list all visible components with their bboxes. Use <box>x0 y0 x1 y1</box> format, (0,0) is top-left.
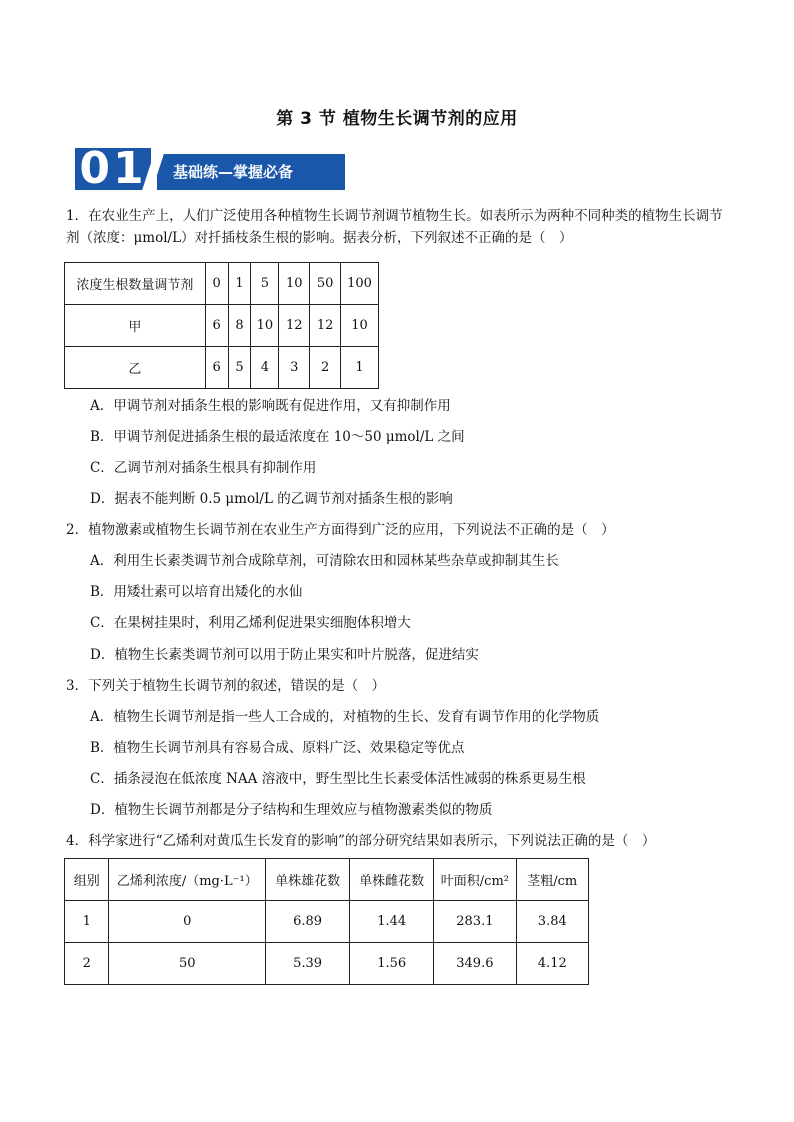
table-cell: 0 <box>205 263 228 305</box>
table-cell: 1 <box>341 347 379 389</box>
table-cell: 10 <box>251 305 279 347</box>
table-cell: 1.56 <box>350 943 434 985</box>
table-cell: 100 <box>341 263 379 305</box>
table-cell: 10 <box>279 263 310 305</box>
table-row <box>65 943 589 985</box>
table-cell: 283.1 <box>434 901 516 943</box>
table-row <box>65 305 379 347</box>
table-cell: 4.12 <box>516 943 588 985</box>
table-row <box>65 859 589 901</box>
table-cell: 3 <box>279 347 310 389</box>
section-label: 基础练—掌握必备 <box>173 163 294 181</box>
table-cell: 单株雄花数 <box>266 859 350 901</box>
q1-option-d: D．据表不能判断 0.5 μmol/L 的乙调节剂对插条生根的影响 <box>90 491 453 507</box>
table-cell: 茎粗/cm <box>516 859 588 901</box>
q3-option-d: D．植物生长调节剂都是分子结构和生理效应与植物激素类似的物质 <box>90 802 493 818</box>
q2-stem: 2．植物激素或植物生长调节剂在农业生产方面得到广泛的应用，下列说法不正确的是（ ） <box>66 522 615 538</box>
table-row <box>65 347 379 389</box>
table-cell: 5 <box>251 263 279 305</box>
q2-option-c: C．在果树挂果时，利用乙烯利促进果实细胞体积增大 <box>90 615 411 631</box>
q2-option-b: B．用矮壮素可以培育出矮化的水仙 <box>90 584 303 600</box>
table-cell: 10 <box>341 305 379 347</box>
q2-option-a: A．利用生长素类调节剂合成除草剂，可清除农田和园林某些杂草或抑制其生长 <box>90 553 559 569</box>
table-cell: 5 <box>228 347 251 389</box>
q4-table <box>64 858 589 985</box>
table-cell: 1 <box>65 901 109 943</box>
q3-option-a: A．植物生长调节剂是指一些人工合成的，对植物的生长、发育有调节作用的化学物质 <box>90 709 600 725</box>
table-cell: 6 <box>205 305 228 347</box>
page-title: 第 3 节 植物生长调节剂的应用 <box>276 109 518 129</box>
q1-option-a: A．甲调节剂对插条生根的影响既有促进作用，又有抑制作用 <box>90 398 451 414</box>
table-cell: 50 <box>109 943 266 985</box>
table-cell: 单株雌花数 <box>350 859 434 901</box>
table-cell: 乙 <box>65 347 206 389</box>
table-cell: 2 <box>65 943 109 985</box>
q3-option-b: B．植物生长调节剂具有容易合成、原料广泛、效果稳定等优点 <box>90 740 465 756</box>
table-row <box>65 901 589 943</box>
table-row <box>65 263 379 305</box>
section-number: 01 <box>75 148 151 190</box>
table-cell: 5.39 <box>266 943 350 985</box>
q1-table <box>64 262 379 389</box>
table-cell: 乙烯利浓度/（mg·L⁻¹） <box>109 859 266 901</box>
table-cell: 12 <box>279 305 310 347</box>
q2-option-d: D．植物生长素类调节剂可以用于防止果实和叶片脱落，促进结实 <box>90 647 479 663</box>
q1-option-b: B．甲调节剂促进插条生根的最适浓度在 10～50 μmol/L 之间 <box>90 429 465 445</box>
table-cell: 1 <box>228 263 251 305</box>
table-cell: 甲 <box>65 305 206 347</box>
table-cell: 4 <box>251 347 279 389</box>
table-cell: 349.6 <box>434 943 516 985</box>
table-cell: 组别 <box>65 859 109 901</box>
table-cell: 6 <box>205 347 228 389</box>
q4-stem: 4．科学家进行“乙烯利对黄瓜生长发育的影响”的部分研究结果如表所示，下列说法正确的是（ ） <box>66 833 656 849</box>
q3-stem: 3．下列关于植物生长调节剂的叙述，错误的是（ ） <box>66 678 386 694</box>
section-banner <box>75 143 345 194</box>
table-cell: 12 <box>310 305 341 347</box>
table-cell: 6.89 <box>266 901 350 943</box>
q1-stem: 1．在农业生产上，人们广泛使用各种植物生长调节剂调节植物生长。如表所示为两种不同种类的植物生长调节剂（浓度：μmol/L）对扦插枝条生根的影响。据表分析，下列叙述不正确的是（ ） <box>66 208 723 246</box>
table-cell: 8 <box>228 305 251 347</box>
q3-option-c: C．插条浸泡在低浓度 NAA 溶液中，野生型比生长素受体活性减弱的株系更易生根 <box>90 771 586 787</box>
table-cell: 1.44 <box>350 901 434 943</box>
q1-option-c: C．乙调节剂对插条生根具有抑制作用 <box>90 460 317 476</box>
table-cell: 叶面积/cm² <box>434 859 516 901</box>
table-cell: 浓度生根数量调节剂 <box>65 263 206 305</box>
table-cell: 3.84 <box>516 901 588 943</box>
table-cell: 0 <box>109 901 266 943</box>
table-cell: 50 <box>310 263 341 305</box>
table-cell: 2 <box>310 347 341 389</box>
